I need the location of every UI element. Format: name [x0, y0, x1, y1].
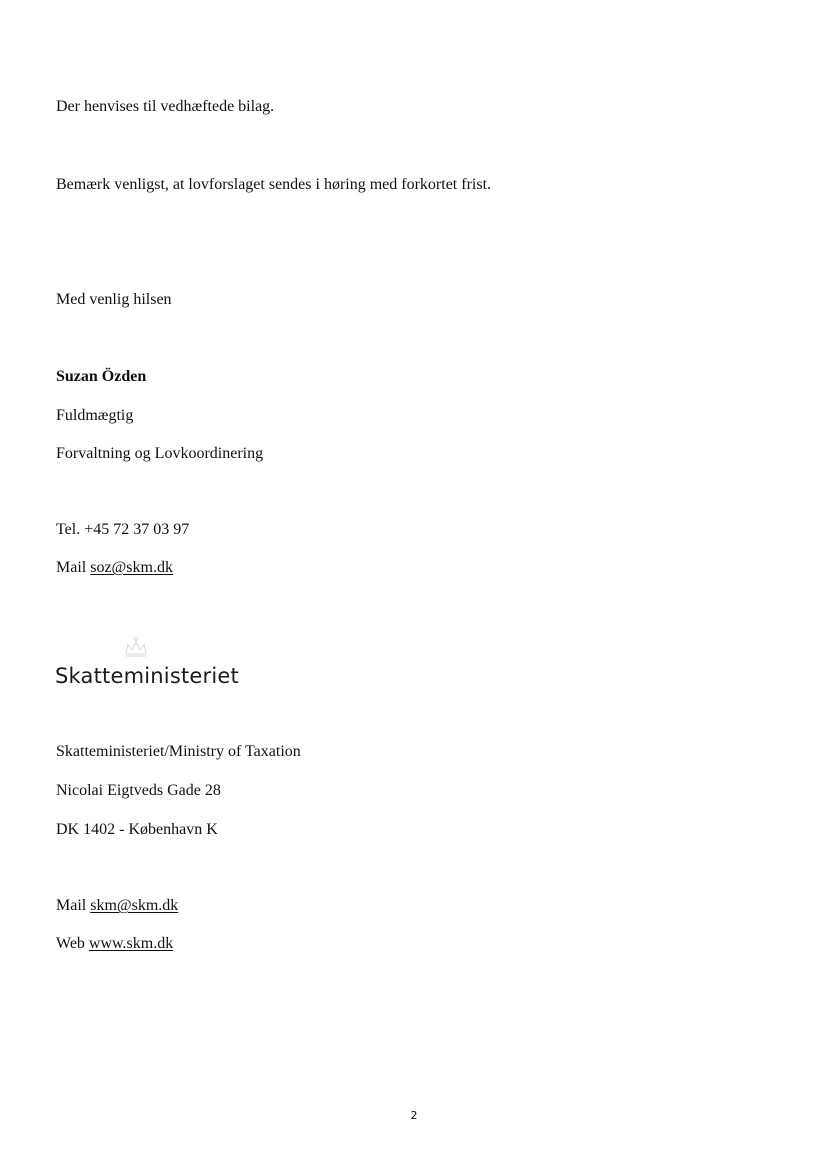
- sender-email-text: soz@skm.dk: [90, 559, 173, 576]
- organization-mail-label: Mail: [56, 897, 87, 914]
- sender-mail-line: [56, 558, 173, 578]
- sender-email-link[interactable]: [90, 559, 173, 576]
- organization-email-text: skm@skm.dk: [90, 897, 179, 914]
- phone-label: Tel.: [56, 521, 81, 538]
- sender-phone-line: [56, 520, 189, 540]
- closing-text: Med venlig hilsen: [56, 291, 172, 308]
- organization-web-label: Web: [56, 935, 85, 952]
- notice-text: Bemærk venligst, at lovforslaget sendes i høring med forkortet frist.: [56, 176, 492, 193]
- crown-icon: [120, 634, 152, 658]
- organization-website-text: www.skm.dk: [88, 935, 174, 952]
- organization-full-name: Skatteministeriet/Ministry of Taxation: [56, 743, 301, 760]
- sender-department: Forvaltning og Lovkoordinering: [56, 445, 264, 462]
- sender-name: Suzan Özden: [56, 368, 147, 385]
- organization-web-line: [56, 934, 173, 954]
- phone-number: +45 72 37 03 97: [84, 521, 190, 538]
- page-number: 2: [410, 1109, 418, 1122]
- organization-logo-text: Skatteministeriet: [55, 664, 239, 688]
- reference-text: Der henvises til vedhæftede bilag.: [56, 98, 275, 115]
- organization-email-link[interactable]: [90, 897, 178, 914]
- mail-label: Mail: [56, 559, 87, 576]
- organization-mail-line: [56, 896, 178, 916]
- organization-website-link[interactable]: [89, 935, 173, 952]
- organization-city: DK 1402 - København K: [56, 821, 218, 838]
- sender-title: Fuldmægtig: [56, 407, 134, 424]
- organization-street: Nicolai Eigtveds Gade 28: [56, 782, 221, 799]
